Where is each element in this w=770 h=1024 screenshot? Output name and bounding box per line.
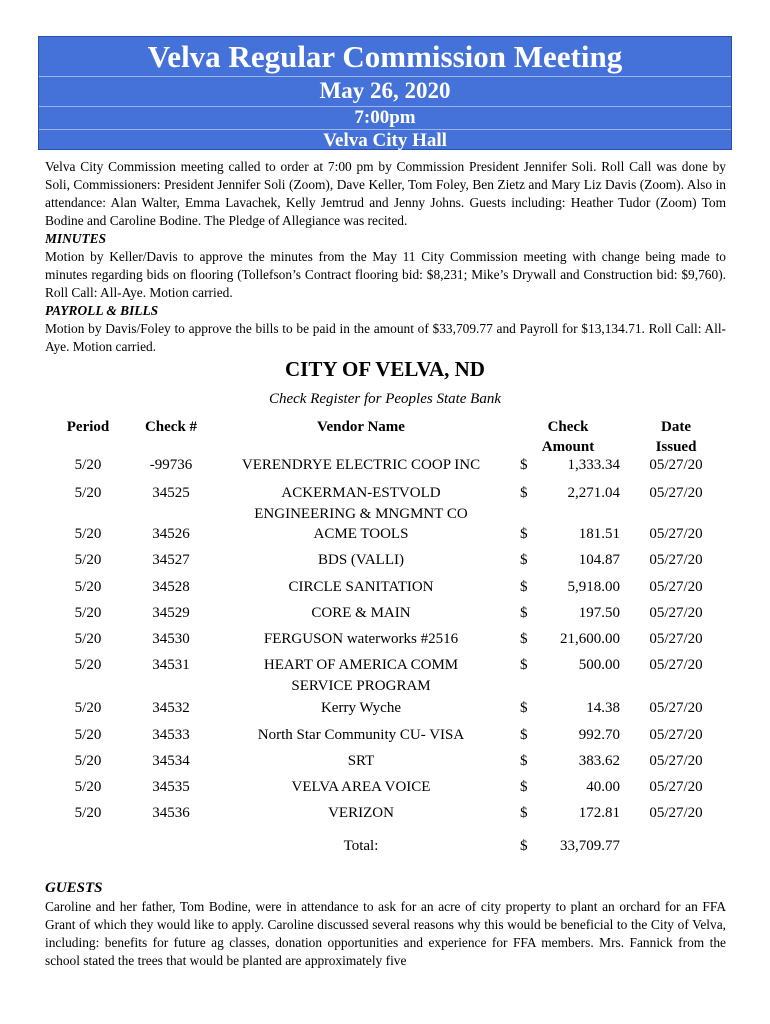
cell-vendor: VELVA AREA VOICE [291, 779, 431, 795]
cell-date: 05/27/20 [649, 727, 703, 743]
cell-check: 34529 [152, 605, 190, 621]
cell-vendor: CIRCLE SANITATION [288, 579, 434, 595]
cell-check: 34525 [152, 485, 190, 501]
cell-date: 05/27/20 [649, 805, 703, 821]
cell-period: 5/20 [74, 727, 102, 743]
cell-currency: $ [520, 605, 528, 621]
cell-vendor: North Star Community CU- VISA [257, 727, 465, 743]
cell-check: 34533 [152, 727, 190, 743]
cell-period: 5/20 [74, 485, 102, 501]
minutes-paragraph: Motion by Keller/Davis to approve the minutes from the May 11 City Commission meeting with change being made to minutes regarding bids on flooring (Tollefson’s Contract flooring bid: $8,231; Mike’s Drywall and Construction bid: $9,760). Roll Call: All-Aye. Motion carried. [45, 249, 726, 301]
cell-amount: 21,600.00 [560, 631, 620, 647]
cell-date: 05/27/20 [649, 457, 703, 473]
cell-vendor: HEART OF AMERICA COMM [263, 657, 459, 673]
cell-vendor-line2: SERVICE PROGRAM [291, 678, 431, 694]
payroll-paragraph: Motion by Davis/Foley to approve the bills to be paid in the amount of $33,709.77 and Payroll for $13,134.71. Roll Call: All-Aye. Motion carried. [45, 321, 726, 355]
cell-check: 34531 [152, 657, 190, 673]
cell-check: 34532 [152, 700, 190, 716]
cell-amount: 172.81 [578, 805, 620, 821]
cell-date: 05/27/20 [649, 700, 703, 716]
minutes-heading: MINUTES [45, 231, 107, 246]
header-date-line1: Date [661, 419, 691, 435]
header-amount-line2: Amount [541, 439, 595, 455]
cell-date: 05/27/20 [649, 631, 703, 647]
cell-currency: $ [520, 485, 528, 501]
cell-vendor: SRT [347, 753, 375, 769]
cell-check: 34528 [152, 579, 190, 595]
cell-amount: 5,918.00 [567, 579, 620, 595]
cell-date: 05/27/20 [649, 779, 703, 795]
cell-currency: $ [520, 779, 528, 795]
cell-period: 5/20 [74, 605, 102, 621]
total-amount: 33,709.77 [560, 838, 620, 854]
cell-period: 5/20 [74, 753, 102, 769]
cell-currency: $ [520, 579, 528, 595]
cell-amount: 104.87 [578, 552, 620, 568]
meeting-title: Velva Regular Commission Meeting [147, 39, 623, 74]
header-check: Check # [144, 419, 198, 435]
intro-paragraph: Velva City Commission meeting called to order at 7:00 pm by Commission President Jennifer Soli. Roll Call was done by Soli, Commissioners: President Jennifer Soli (Zoom), Dave Keller, Tom Foley, Ben Zietz and Mary Liz Davis (Zoom). Also in attendance: Alan Walter, Emma Lavachek, Kelly Jemtrud and Jenny Johns. Guests including: Heather Tudor (Zoom) Tom Bodine and Caroline Bodine. The Pledge of Allegiance was recited. [45, 159, 726, 229]
cell-currency: $ [520, 727, 528, 743]
cell-vendor-line2: ENGINEERING & MNGMNT CO [254, 506, 468, 522]
cell-period: 5/20 [74, 457, 102, 473]
cell-period: 5/20 [74, 700, 102, 716]
cell-date: 05/27/20 [649, 485, 703, 501]
payroll-heading: PAYROLL & BILLS [45, 303, 159, 318]
cell-check: 34527 [152, 552, 190, 568]
cell-check: 34535 [152, 779, 190, 795]
cell-period: 5/20 [74, 805, 102, 821]
meeting-date: May 26, 2020 [319, 78, 451, 103]
cell-check: -99736 [149, 457, 193, 473]
cell-period: 5/20 [74, 526, 102, 542]
cell-date: 05/27/20 [649, 579, 703, 595]
cell-amount: 181.51 [578, 526, 620, 542]
cell-currency: $ [520, 657, 528, 673]
cell-period: 5/20 [74, 779, 102, 795]
total-label: Total: [343, 838, 379, 854]
meeting-time: 7:00pm [354, 107, 416, 128]
cell-vendor: VERENDRYE ELECTRIC COOP INC [241, 457, 481, 473]
register-city-title: CITY OF VELVA, ND [285, 357, 485, 381]
cell-amount: 14.38 [586, 700, 620, 716]
cell-vendor: FERGUSON waterworks #2516 [263, 631, 459, 647]
cell-check: 34530 [152, 631, 190, 647]
cell-date: 05/27/20 [649, 526, 703, 542]
cell-currency: $ [520, 805, 528, 821]
cell-period: 5/20 [74, 552, 102, 568]
cell-date: 05/27/20 [649, 753, 703, 769]
cell-currency: $ [520, 552, 528, 568]
header-amount-line1: Check [547, 419, 589, 435]
meeting-banner [38, 36, 732, 150]
cell-amount: 500.00 [578, 657, 620, 673]
cell-currency: $ [520, 457, 528, 473]
header-vendor: Vendor Name [317, 419, 405, 435]
cell-amount: 383.62 [578, 753, 620, 769]
cell-currency: $ [520, 700, 528, 716]
cell-check: 34526 [152, 526, 190, 542]
register-subtitle: Check Register for Peoples State Bank [268, 391, 502, 407]
guests-heading: GUESTS [45, 880, 103, 896]
cell-vendor: VERIZON [328, 805, 394, 821]
cell-check: 34534 [152, 753, 190, 769]
cell-amount: 992.70 [578, 727, 620, 743]
header-period: Period [66, 419, 110, 435]
meeting-location: Velva City Hall [323, 130, 447, 151]
guests-paragraph: Caroline and her father, Tom Bodine, were in attendance to ask for an acre of city property to plant an orchard for an FFA Grant of which they would like to apply. Caroline discussed several reasons why this would be beneficial to the City of Velva, including: benefits for future ag classes, donation opportunities and experience for FFA members. Mrs. Fannick from the school stated the trees that would be planted are approximately five [45, 899, 726, 969]
cell-vendor: ACKERMAN-ESTVOLD [281, 485, 441, 501]
cell-amount: 197.50 [578, 605, 620, 621]
cell-date: 05/27/20 [649, 605, 703, 621]
header-date-line2: Issued [655, 439, 697, 455]
cell-check: 34536 [152, 805, 190, 821]
cell-period: 5/20 [74, 657, 102, 673]
cell-amount: 1,333.34 [567, 457, 620, 473]
cell-vendor: CORE & MAIN [311, 605, 411, 621]
cell-vendor: ACME TOOLS [313, 526, 409, 542]
cell-amount: 2,271.04 [567, 485, 620, 501]
total-currency: $ [520, 838, 528, 854]
cell-currency: $ [520, 631, 528, 647]
cell-date: 05/27/20 [649, 657, 703, 673]
cell-period: 5/20 [74, 579, 102, 595]
cell-currency: $ [520, 753, 528, 769]
cell-vendor: BDS (VALLI) [318, 552, 404, 568]
cell-vendor: Kerry Wyche [320, 700, 402, 716]
cell-period: 5/20 [74, 631, 102, 647]
cell-date: 05/27/20 [649, 552, 703, 568]
cell-currency: $ [520, 526, 528, 542]
cell-amount: 40.00 [586, 779, 620, 795]
